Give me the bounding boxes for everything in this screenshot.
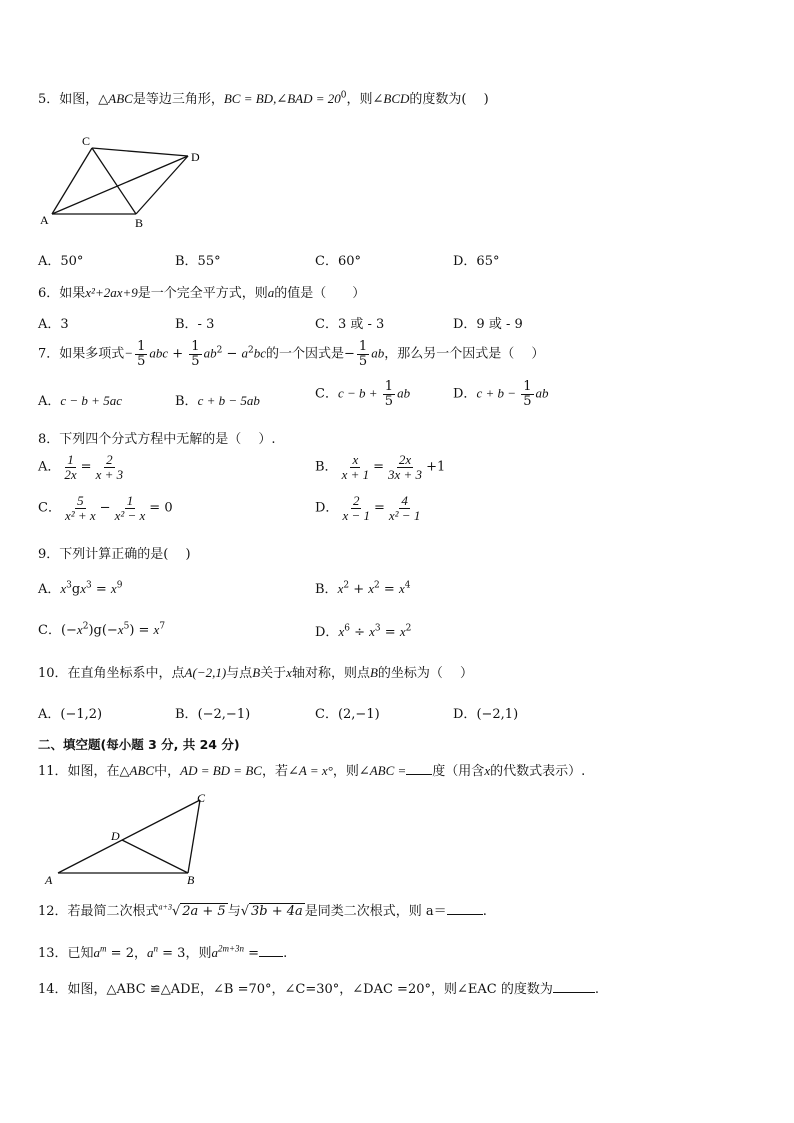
q6-option-c[interactable]: C．3 或 - 3 (315, 317, 385, 332)
q12-answer-blank[interactable] (447, 914, 483, 915)
edge-ac (58, 800, 200, 873)
label-a: A (40, 213, 49, 227)
question-5-stem: 5．如图，△ABC是等边三角形，BC = BD,∠BAD = $20^0$，则∠BCD的度数为( ) (38, 90, 489, 107)
q8-option-d[interactable]: D． $\frac{2}{x - 1}$ = $\frac{4}{\text{x² − 1}}$ (315, 493, 421, 523)
q7-option-d[interactable]: D．c + b − $\frac{1}{5}$ ab (453, 379, 549, 409)
figure-q11 (40, 788, 220, 888)
q9-option-c[interactable]: C．$(-x^2)g(-x^5) = x^7$ (38, 621, 166, 638)
q10-option-c[interactable]: C．(2,−1) (315, 707, 380, 722)
figure-q5 (38, 132, 218, 232)
q8-option-c[interactable]: C． $\frac{5}{\text{x² + x}}$ − $\frac{1}{\text{x² − x}}$ = 0 (38, 493, 173, 523)
section-fill-in-heading: 二、填空题(每小题 3 分, 共 24 分) (38, 737, 240, 752)
q5-option-c[interactable]: C．60° (315, 254, 361, 269)
q6-option-d[interactable]: D．9 或 - 9 (453, 317, 523, 332)
question-12-stem: 12．若最简二次根式$^{a+3}$√ 2a + 5 与√ 3b + 4a 是同类二次根式，则 a＝ . (38, 902, 487, 919)
q7-option-c[interactable]: C．c − b + $\frac{1}{5}$ ab (315, 379, 411, 409)
question-6-stem: 6．如果x²+2ax+9是一个完全平方式，则a的值是（ ） (38, 285, 366, 301)
q5-option-b[interactable]: B．55° (175, 254, 221, 269)
q14-answer-blank[interactable] (553, 992, 595, 993)
label-d: D (191, 150, 200, 164)
edge-bd (136, 156, 188, 214)
label-d: D (111, 829, 120, 843)
edge-cb (188, 800, 200, 873)
q9-option-d[interactable]: D．$x^6 \div x^3 = x^2$ (315, 623, 412, 640)
question-14-stem: 14．如图，△ABC ≌△ADE，∠B =70°，∠C=30°，∠DAC =20°，则∠EAC 的度数为 . (38, 982, 599, 997)
q13-answer-blank[interactable] (259, 956, 283, 957)
q7-option-b[interactable]: B．c + b − 5ab (175, 393, 260, 409)
label-a: A (45, 873, 53, 887)
edge-db (122, 840, 188, 873)
edge-cd (92, 148, 188, 156)
q5-option-a[interactable]: A．50° (38, 254, 84, 269)
question-11-stem: 11．如图，在△ABC中，AD = BD = BC，若∠A = x°，则∠ABC = 度（用含x的代数式表示）. (38, 763, 586, 779)
question-13-stem: 13．已知$a^m = 2$，$a^n = 3$，则$a^{2m+3n}$ = . (38, 943, 288, 961)
q8-option-a[interactable]: A． $\frac{1}{2x}$ = $\frac{2}{x + 3}$ (38, 452, 124, 482)
label-c: C (82, 134, 91, 148)
q9-option-b[interactable]: B．$x^2 + x^2 = x^4$ (315, 580, 411, 597)
q10-option-d[interactable]: D．(−2,1) (453, 707, 519, 722)
q10-option-b[interactable]: B．(−2,−1) (175, 707, 251, 722)
question-8-stem: 8．下列四个分式方程中无解的是（ ）. (38, 432, 276, 447)
q8-option-b[interactable]: B． $\frac{x}{x + 1}$ = $\frac{2x}{3x + 3}$ +1 (315, 452, 446, 482)
question-7-stem: 7．如果多项式− $\frac{1}{5}$ abc + $\frac{1}{5}$ $ab^2 - a^2bc$的一个因式是− $\frac{1}{5}$ ab，那么另一个因式是（ ） (38, 339, 545, 369)
q6-option-a[interactable]: A．3 (38, 317, 69, 332)
question-9-stem: 9．下列计算正确的是( ) (38, 547, 191, 562)
edge-ac (52, 148, 92, 214)
q9-option-a[interactable]: A．$x^3gx^3 = x^9$ (38, 580, 123, 597)
q5-option-d[interactable]: D．65° (453, 254, 500, 269)
q6-option-b[interactable]: B．- 3 (175, 317, 215, 332)
edge-ad (52, 156, 188, 214)
question-10-stem: 10．在直角坐标系中，点A(−2,1)与点B关于x轴对称，则点B的坐标为（ ） (38, 665, 474, 681)
label-c: C (197, 791, 206, 805)
label-b: B (187, 873, 195, 887)
q10-option-a[interactable]: A．(−1,2) (38, 707, 103, 722)
q11-answer-blank[interactable] (406, 774, 432, 775)
label-b: B (135, 216, 144, 230)
q7-option-a[interactable]: A．c − b + 5ac (38, 393, 122, 409)
